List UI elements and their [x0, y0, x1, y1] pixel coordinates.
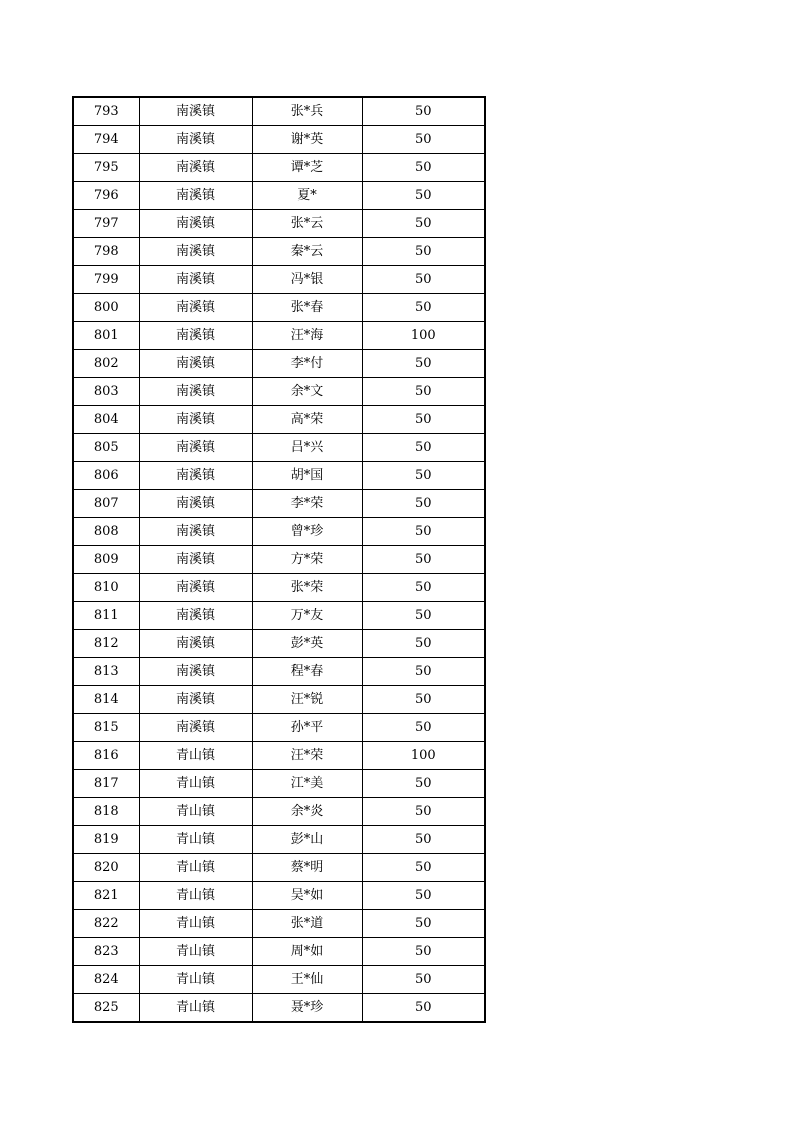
table-row	[73, 910, 485, 938]
table-row	[73, 266, 485, 294]
row-number-cell: 800	[73, 294, 139, 322]
amount-cell: 100	[362, 742, 485, 770]
row-number-cell: 811	[73, 602, 139, 630]
name-cell: 李*付	[252, 350, 362, 378]
table-row	[73, 854, 485, 882]
table-row	[73, 490, 485, 518]
amount-cell: 50	[362, 238, 485, 266]
town-cell: 青山镇	[139, 770, 252, 798]
amount-cell: 50	[362, 602, 485, 630]
name-cell: 李*荣	[252, 490, 362, 518]
name-cell: 聂*珍	[252, 994, 362, 1023]
amount-cell: 50	[362, 938, 485, 966]
row-number-cell: 806	[73, 462, 139, 490]
town-cell: 青山镇	[139, 854, 252, 882]
town-cell: 南溪镇	[139, 490, 252, 518]
table-row	[73, 322, 485, 350]
name-cell: 余*文	[252, 378, 362, 406]
town-cell: 南溪镇	[139, 350, 252, 378]
amount-cell: 50	[362, 462, 485, 490]
table-row	[73, 546, 485, 574]
table-row	[73, 742, 485, 770]
amount-cell: 50	[362, 406, 485, 434]
row-number-cell: 796	[73, 182, 139, 210]
amount-cell: 50	[362, 518, 485, 546]
town-cell: 南溪镇	[139, 602, 252, 630]
amount-cell: 50	[362, 826, 485, 854]
town-cell: 南溪镇	[139, 406, 252, 434]
row-number-cell: 808	[73, 518, 139, 546]
row-number-cell: 816	[73, 742, 139, 770]
name-cell: 胡*国	[252, 462, 362, 490]
name-cell: 夏*	[252, 182, 362, 210]
row-number-cell: 820	[73, 854, 139, 882]
amount-cell: 50	[362, 266, 485, 294]
name-cell: 张*兵	[252, 97, 362, 126]
table-row	[73, 714, 485, 742]
row-number-cell: 823	[73, 938, 139, 966]
amount-cell: 50	[362, 882, 485, 910]
town-cell: 青山镇	[139, 994, 252, 1023]
amount-cell: 50	[362, 490, 485, 518]
table-row	[73, 350, 485, 378]
name-cell: 孙*平	[252, 714, 362, 742]
table-row	[73, 378, 485, 406]
town-cell: 青山镇	[139, 742, 252, 770]
row-number-cell: 812	[73, 630, 139, 658]
amount-cell: 50	[362, 686, 485, 714]
table-row	[73, 574, 485, 602]
table-row	[73, 154, 485, 182]
town-cell: 南溪镇	[139, 126, 252, 154]
row-number-cell: 824	[73, 966, 139, 994]
town-cell: 南溪镇	[139, 434, 252, 462]
row-number-cell: 799	[73, 266, 139, 294]
row-number-cell: 807	[73, 490, 139, 518]
amount-cell: 50	[362, 994, 485, 1023]
amount-cell: 50	[362, 630, 485, 658]
amount-cell: 50	[362, 434, 485, 462]
amount-cell: 50	[362, 770, 485, 798]
amount-cell: 50	[362, 910, 485, 938]
table-row	[73, 210, 485, 238]
name-cell: 曾*珍	[252, 518, 362, 546]
table-row	[73, 994, 485, 1023]
table-row	[73, 97, 485, 126]
name-cell: 汪*锐	[252, 686, 362, 714]
table-row	[73, 966, 485, 994]
amount-cell: 50	[362, 378, 485, 406]
name-cell: 谭*芝	[252, 154, 362, 182]
name-cell: 万*友	[252, 602, 362, 630]
name-cell: 周*如	[252, 938, 362, 966]
row-number-cell: 814	[73, 686, 139, 714]
town-cell: 南溪镇	[139, 378, 252, 406]
table-row	[73, 126, 485, 154]
amount-cell: 50	[362, 574, 485, 602]
name-cell: 冯*银	[252, 266, 362, 294]
row-number-cell: 821	[73, 882, 139, 910]
amount-cell: 50	[362, 97, 485, 126]
row-number-cell: 818	[73, 798, 139, 826]
row-number-cell: 804	[73, 406, 139, 434]
roster-table	[72, 96, 486, 1023]
amount-cell: 50	[362, 182, 485, 210]
amount-cell: 50	[362, 154, 485, 182]
name-cell: 汪*荣	[252, 742, 362, 770]
name-cell: 程*春	[252, 658, 362, 686]
town-cell: 南溪镇	[139, 462, 252, 490]
row-number-cell: 801	[73, 322, 139, 350]
town-cell: 南溪镇	[139, 238, 252, 266]
town-cell: 南溪镇	[139, 154, 252, 182]
table-row	[73, 630, 485, 658]
table-row	[73, 770, 485, 798]
town-cell: 青山镇	[139, 966, 252, 994]
table-row	[73, 518, 485, 546]
amount-cell: 50	[362, 210, 485, 238]
table-row	[73, 294, 485, 322]
row-number-cell: 794	[73, 126, 139, 154]
town-cell: 南溪镇	[139, 658, 252, 686]
name-cell: 谢*英	[252, 126, 362, 154]
name-cell: 江*美	[252, 770, 362, 798]
amount-cell: 50	[362, 798, 485, 826]
amount-cell: 50	[362, 714, 485, 742]
name-cell: 秦*云	[252, 238, 362, 266]
table-row	[73, 798, 485, 826]
name-cell: 高*荣	[252, 406, 362, 434]
row-number-cell: 798	[73, 238, 139, 266]
name-cell: 余*炎	[252, 798, 362, 826]
town-cell: 青山镇	[139, 826, 252, 854]
town-cell: 南溪镇	[139, 518, 252, 546]
row-number-cell: 813	[73, 658, 139, 686]
town-cell: 南溪镇	[139, 686, 252, 714]
row-number-cell: 819	[73, 826, 139, 854]
town-cell: 南溪镇	[139, 546, 252, 574]
town-cell: 南溪镇	[139, 97, 252, 126]
row-number-cell: 802	[73, 350, 139, 378]
town-cell: 南溪镇	[139, 574, 252, 602]
town-cell: 南溪镇	[139, 630, 252, 658]
roster-table-body	[73, 97, 485, 1022]
name-cell: 张*云	[252, 210, 362, 238]
name-cell: 吕*兴	[252, 434, 362, 462]
table-row	[73, 938, 485, 966]
name-cell: 张*春	[252, 294, 362, 322]
row-number-cell: 817	[73, 770, 139, 798]
row-number-cell: 805	[73, 434, 139, 462]
name-cell: 方*荣	[252, 546, 362, 574]
amount-cell: 50	[362, 546, 485, 574]
row-number-cell: 793	[73, 97, 139, 126]
town-cell: 南溪镇	[139, 294, 252, 322]
row-number-cell: 822	[73, 910, 139, 938]
table-row	[73, 182, 485, 210]
town-cell: 青山镇	[139, 938, 252, 966]
table-row	[73, 406, 485, 434]
row-number-cell: 809	[73, 546, 139, 574]
town-cell: 青山镇	[139, 798, 252, 826]
amount-cell: 50	[362, 966, 485, 994]
amount-cell: 50	[362, 126, 485, 154]
amount-cell: 50	[362, 294, 485, 322]
name-cell: 吴*如	[252, 882, 362, 910]
town-cell: 南溪镇	[139, 266, 252, 294]
table-row	[73, 882, 485, 910]
row-number-cell: 815	[73, 714, 139, 742]
row-number-cell: 810	[73, 574, 139, 602]
amount-cell: 50	[362, 854, 485, 882]
row-number-cell: 797	[73, 210, 139, 238]
town-cell: 南溪镇	[139, 714, 252, 742]
town-cell: 青山镇	[139, 910, 252, 938]
amount-cell: 50	[362, 658, 485, 686]
name-cell: 彭*山	[252, 826, 362, 854]
amount-cell: 50	[362, 350, 485, 378]
table-row	[73, 434, 485, 462]
row-number-cell: 803	[73, 378, 139, 406]
name-cell: 彭*英	[252, 630, 362, 658]
name-cell: 蔡*明	[252, 854, 362, 882]
name-cell: 汪*海	[252, 322, 362, 350]
table-row	[73, 462, 485, 490]
table-row	[73, 238, 485, 266]
town-cell: 南溪镇	[139, 210, 252, 238]
amount-cell: 100	[362, 322, 485, 350]
town-cell: 青山镇	[139, 882, 252, 910]
town-cell: 南溪镇	[139, 182, 252, 210]
table-row	[73, 658, 485, 686]
table-row	[73, 826, 485, 854]
town-cell: 南溪镇	[139, 322, 252, 350]
row-number-cell: 795	[73, 154, 139, 182]
name-cell: 张*荣	[252, 574, 362, 602]
name-cell: 张*道	[252, 910, 362, 938]
table-row	[73, 602, 485, 630]
row-number-cell: 825	[73, 994, 139, 1023]
table-row	[73, 686, 485, 714]
name-cell: 王*仙	[252, 966, 362, 994]
